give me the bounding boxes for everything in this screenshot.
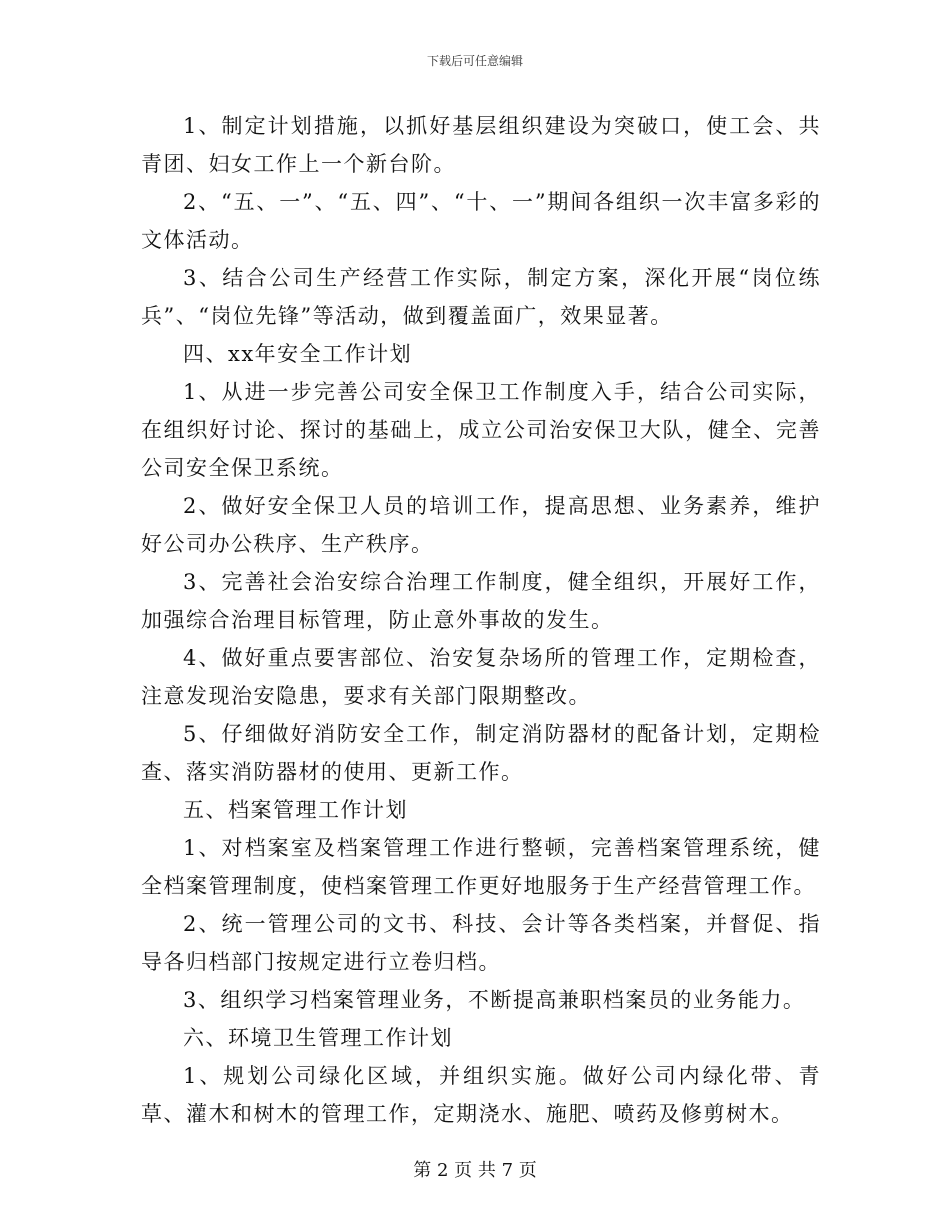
section-heading: 五、档案管理工作计划 <box>183 798 408 822</box>
paragraph: 1、对档案室及档案管理工作进行整顿，完善档案管理系统，健全档案管理制度，使档案管理工作更好地服务于生产经营管理工作。 <box>141 836 821 898</box>
document-body <box>141 107 821 1133</box>
paragraph: 3、结合公司生产经营工作实际，制定方案，深化开展“岗位练兵”、“岗位先锋”等活动，做到覆盖面广，效果显著。 <box>141 266 821 328</box>
paragraph: 3、完善社会治安综合治理工作制度，健全组织，开展好工作，加强综合治理目标管理，防止意外事故的发生。 <box>141 570 821 632</box>
section-heading: 六、环境卫生管理工作计划 <box>183 1026 453 1050</box>
paragraph: 4、做好重点要害部位、治安复杂场所的管理工作，定期检查，注意发现治安隐患，要求有关部门限期整改。 <box>141 646 821 708</box>
paragraph: 5、仔细做好消防安全工作，制定消防器材的配备计划，定期检查、落实消防器材的使用、更新工作。 <box>141 722 821 784</box>
paragraph: 2、“五、一”、“五、四”、“十、一”期间各组织一次丰富多彩的文体活动。 <box>141 190 821 252</box>
page-header: 下载后可任意编辑 <box>426 54 523 68</box>
paragraph: 1、从进一步完善公司安全保卫工作制度入手，结合公司实际，在组织好讨论、探讨的基础上，成立公司治安保卫大队，健全、完善公司安全保卫系统。 <box>141 380 821 480</box>
paragraph: 1、规划公司绿化区域，并组织实施。做好公司内绿化带、青草、灌木和树木的管理工作，定期浇水、施肥、喷药及修剪树木。 <box>141 1064 821 1126</box>
paragraph: 2、统一管理公司的文书、科技、会计等各类档案，并督促、指导各归档部门按规定进行立卷归档。 <box>141 912 821 974</box>
paragraph: 3、组织学习档案管理业务，不断提高兼职档案员的业务能力。 <box>183 988 806 1012</box>
section-heading: 四、xx年安全工作计划 <box>183 342 413 366</box>
page-footer: 第 2 页 共 7 页 <box>413 1160 537 1181</box>
paragraph: 1、制定计划措施，以抓好基层组织建设为突破口，使工会、共青团、妇女工作上一个新台阶。 <box>141 114 821 176</box>
paragraph: 2、做好安全保卫人员的培训工作，提高思想、业务素养，维护好公司办公秩序、生产秩序。 <box>141 494 821 556</box>
